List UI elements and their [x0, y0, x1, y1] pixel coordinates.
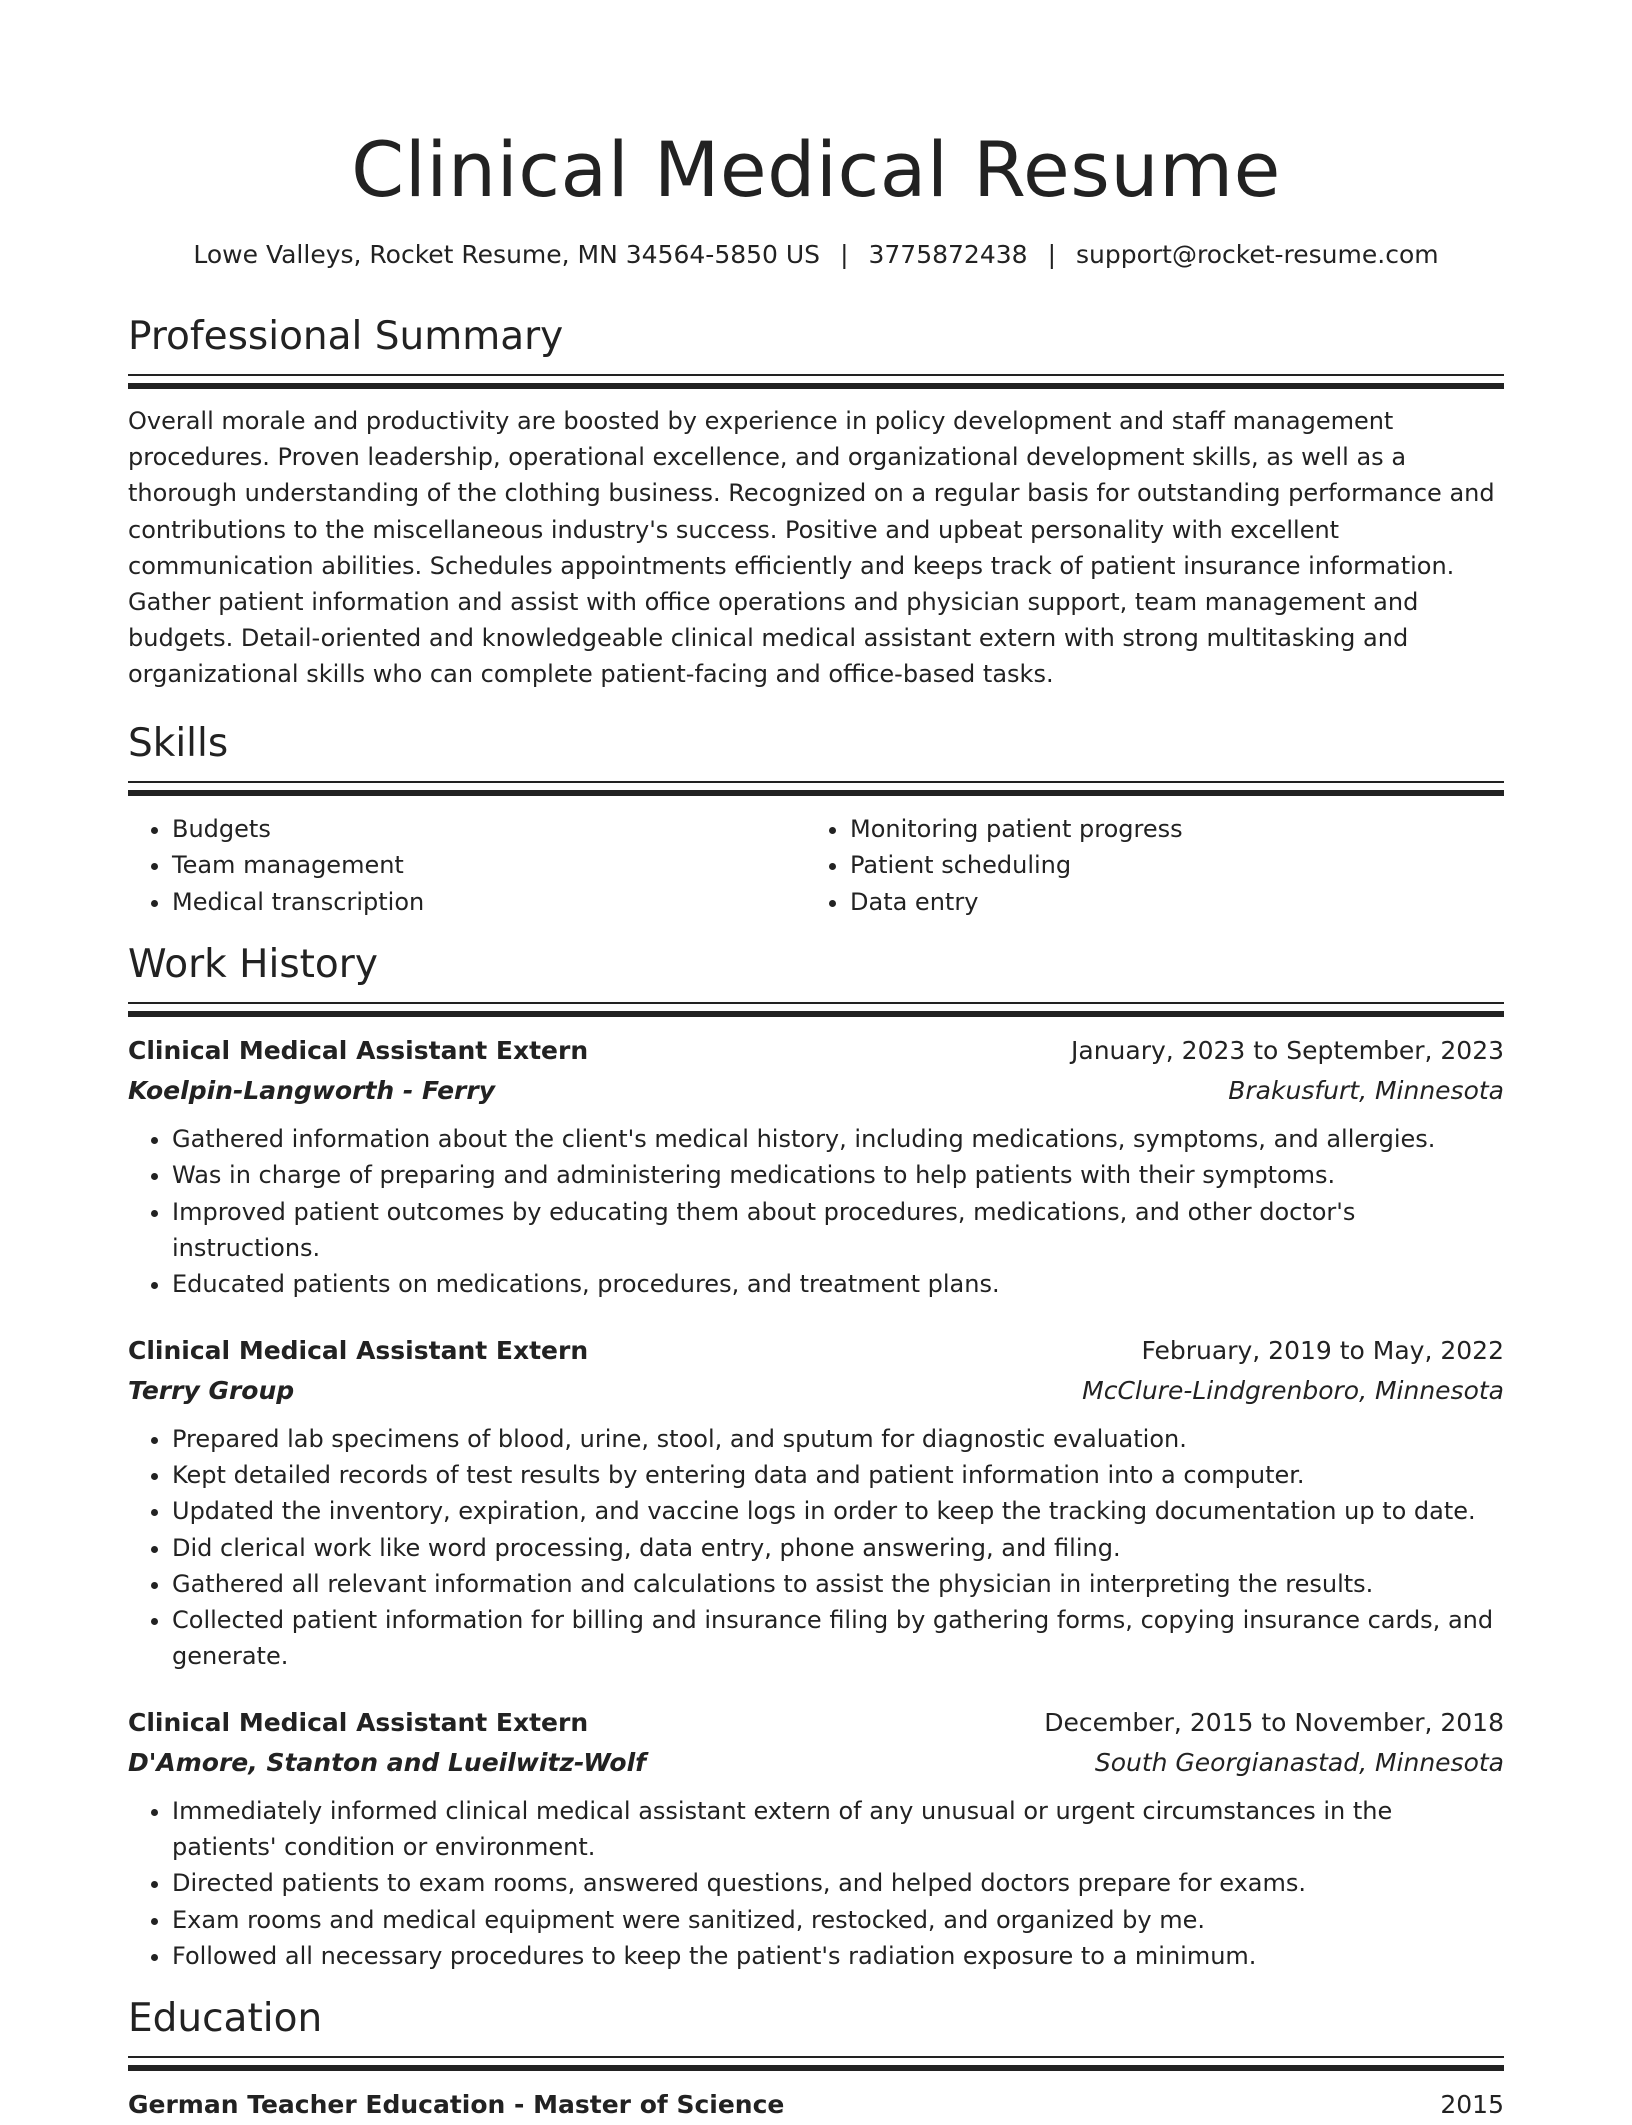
job-company: Terry Group	[128, 1375, 295, 1405]
job-title: Clinical Medical Assistant Extern	[128, 1707, 589, 1737]
job-bullet: • Kept detailed records of test results by entering data and patient information into a computer.	[172, 1457, 1504, 1493]
job-bullets	[128, 1421, 1504, 1675]
section-divider	[128, 2056, 1504, 2071]
education-degree: German Teacher Education - Master of Science	[128, 2090, 785, 2120]
resume-title: Clinical Medical Resume	[351, 125, 1281, 214]
job-location: South Georgianastad, Minnesota	[1094, 1747, 1504, 1777]
job-company: Koelpin-Langworth - Ferry	[128, 1076, 496, 1106]
job-bullet: • Educated patients on medications, procedures, and treatment plans.	[172, 1266, 1504, 1302]
job-entry	[128, 1331, 1504, 1675]
job-header-row	[128, 1331, 1504, 1371]
job-header-row	[128, 1031, 1504, 1071]
job-bullet: • Prepared lab specimens of blood, urine, stool, and sputum for diagnostic evaluation.	[172, 1421, 1504, 1457]
section-divider	[128, 781, 1504, 796]
contact-separator: |	[840, 240, 849, 269]
job-location: Brakusfurt, Minnesota	[1228, 1076, 1504, 1106]
job-dates: January, 2023 to September, 2023	[1071, 1036, 1504, 1066]
job-bullets	[128, 1121, 1504, 1302]
job-bullet: • Gathered all relevant information and calculations to assist the physician in interpreting the results.	[172, 1566, 1504, 1602]
professional-summary-section	[128, 312, 1504, 693]
job-dates: December, 2015 to November, 2018	[1044, 1707, 1504, 1737]
skill-item: • Data entry	[850, 884, 1484, 921]
skills-list-right	[806, 811, 1484, 921]
skills-list-left	[128, 811, 806, 921]
contact-separator: |	[1047, 240, 1056, 269]
section-title-education: Education	[128, 1996, 323, 2042]
job-bullet: • Updated the inventory, expiration, and vaccine logs in order to keep the tracking documentation up to date.	[172, 1493, 1504, 1529]
job-bullet: • Was in charge of preparing and administering medications to help patients with their symptoms.	[172, 1157, 1504, 1193]
section-title-skills: Skills	[128, 720, 229, 766]
job-company-row	[128, 1371, 1504, 1411]
resume-page	[128, 0, 1504, 2125]
section-title-summary: Professional Summary	[128, 314, 564, 359]
job-dates: February, 2019 to May, 2022	[1141, 1335, 1504, 1365]
skill-item: • Team management	[172, 847, 806, 884]
job-company-row	[128, 1743, 1504, 1783]
job-bullet: • Followed all necessary procedures to keep the patient's radiation exposure to a minimum.	[172, 1938, 1504, 1974]
section-title-work: Work History	[128, 942, 378, 988]
education-year: 2015	[1440, 2090, 1504, 2120]
skill-item: • Medical transcription	[172, 884, 806, 921]
skills-section	[128, 719, 1504, 921]
job-company-row	[128, 1071, 1504, 1111]
skill-item: • Budgets	[172, 811, 806, 848]
job-title: Clinical Medical Assistant Extern	[128, 1036, 589, 1066]
work-history-section	[128, 940, 1504, 1974]
education-section	[128, 1994, 1504, 2125]
job-bullets	[128, 1793, 1504, 1974]
contact-phone: 3775872438	[868, 240, 1028, 269]
job-header-row	[128, 1703, 1504, 1743]
job-location: McClure-Lindgrenboro, Minnesota	[1082, 1375, 1504, 1405]
contact-address: Lowe Valleys, Rocket Resume, MN 34564-5850 US	[193, 240, 821, 269]
job-company: D'Amore, Stanton and Lueilwitz-Wolf	[128, 1747, 647, 1777]
job-bullet: • Directed patients to exam rooms, answered questions, and helped doctors prepare for exams.	[172, 1865, 1504, 1901]
job-entry	[128, 1031, 1504, 1302]
education-entry	[128, 2085, 1504, 2125]
contact-email: support@rocket-resume.com	[1076, 240, 1439, 269]
section-divider	[128, 1002, 1504, 1017]
job-bullet: • Immediately informed clinical medical assistant extern of any unusual or urgent circumstances in the patients' condition or environment.	[172, 1793, 1504, 1866]
job-bullet: • Did clerical work like word processing, data entry, phone answering, and filing.	[172, 1530, 1504, 1566]
job-title: Clinical Medical Assistant Extern	[128, 1335, 589, 1365]
job-bullet: • Collected patient information for billing and insurance filing by gathering forms, copying insurance cards, and generate.	[172, 1602, 1504, 1675]
contact-line	[128, 238, 1504, 272]
section-divider	[128, 374, 1504, 389]
job-bullet: • Exam rooms and medical equipment were sanitized, restocked, and organized by me.	[172, 1902, 1504, 1938]
job-bullet: • Gathered information about the client's medical history, including medications, symptoms, and allergies.	[172, 1121, 1504, 1157]
summary-text: Overall morale and productivity are boosted by experience in policy development and staff management procedures. Proven leadership, operational excellence, and organizational development skills, as well as a thorough understanding of the clothing business. Recognized on a regular basis for outstanding performance and contributions to the miscellaneous industry's success. Positive and upbeat personality with excellent communication abilities. Schedules appointments efficiently and keeps track of patient insurance information. Gather patient information and assist with office operations and physician support, team management and budgets. Detail-oriented and knowledgeable clinical medical assistant extern with strong multitasking and organizational skills who can complete patient-facing and office-based tasks.	[128, 407, 1495, 689]
skill-item: • Patient scheduling	[850, 847, 1484, 884]
job-bullet: • Improved patient outcomes by educating them about procedures, medications, and other doctor's instructions.	[172, 1194, 1504, 1267]
skills-columns	[128, 811, 1504, 921]
skill-item: • Monitoring patient progress	[850, 811, 1484, 848]
job-entry	[128, 1703, 1504, 1974]
